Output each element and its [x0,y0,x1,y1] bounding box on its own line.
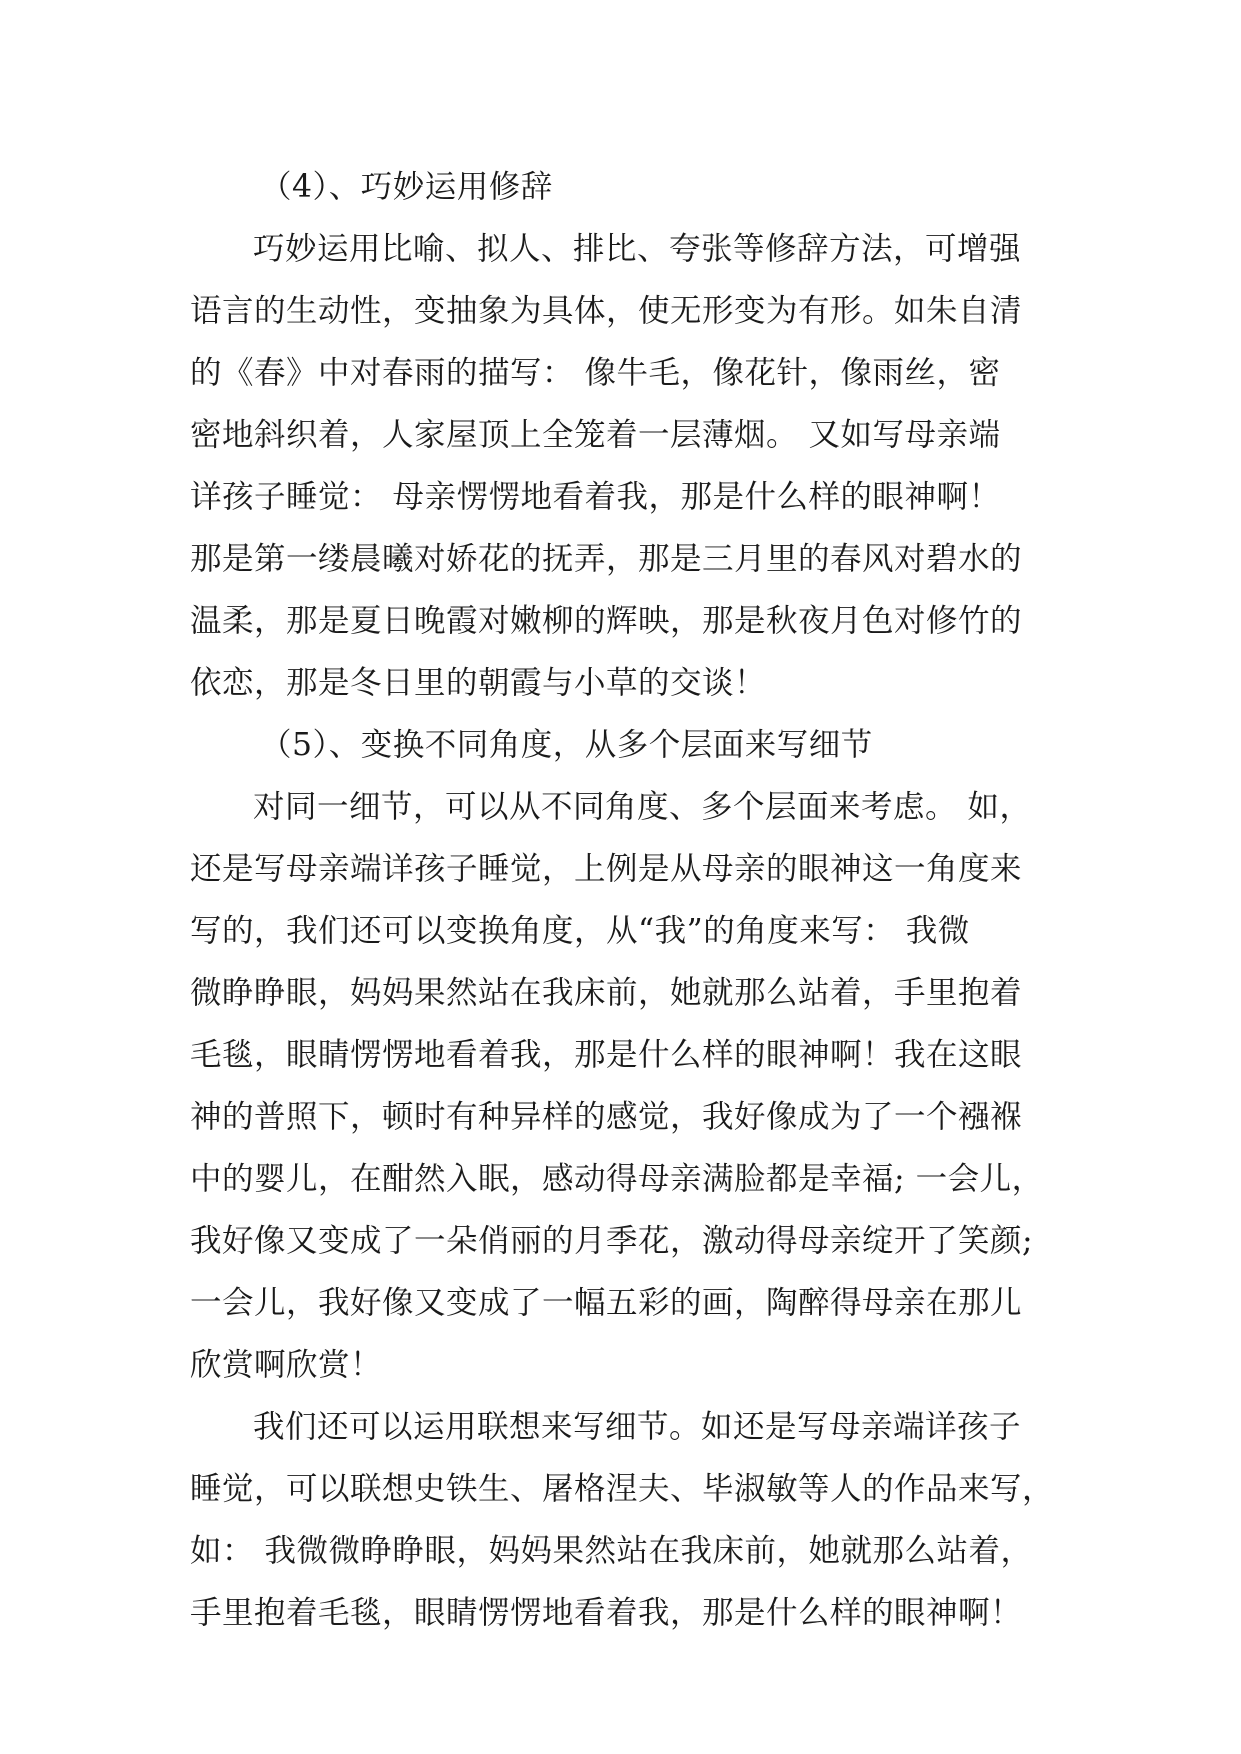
paragraph-line: 中的婴儿，在酣然入眠，感动得母亲满脸都是幸福; 一会儿， [190,1161,1044,1197]
paragraph-line: 对同一细节，可以从不同角度、多个层面来考虑。 如， [253,789,1032,825]
paragraph-line: 微睁睁眼，妈妈果然站在我床前，她就那么站着，手里抱着 [190,975,1023,1011]
paragraph-line: 温柔，那是夏日晚霞对嫩柳的辉映，那是秋夜月色对修竹的 [190,603,1023,639]
document-body [190,156,1080,1644]
paragraph-line: 睡觉，可以联想史铁生、屠格涅夫、毕淑敏等人的作品来写， [190,1471,1055,1507]
paragraph-line: 语言的生动性，变抽象为具体，使无形变为有形。如朱自清 [190,293,1023,329]
section-heading: （4）、巧妙运用修辞 [260,169,553,205]
paragraph-line: 巧妙运用比喻、拟人、排比、夸张等修辞方法，可增强 [253,231,1022,267]
paragraph-line: 依恋，那是冬日里的朝霞与小草的交谈！ [190,665,767,701]
paragraph-line: 一会儿，我好像又变成了一幅五彩的画，陶醉得母亲在那儿 [190,1285,1023,1321]
section-heading: （5）、变换不同角度，从多个层面来写细节 [260,727,873,763]
paragraph-line: 那是第一缕晨曦对娇花的抚弄，那是三月里的春风对碧水的 [190,541,1023,577]
paragraph-line: 毛毯，眼睛愣愣地看着我，那是什么样的眼神啊！我在这眼 [190,1037,1023,1073]
paragraph-line: 神的普照下，顿时有种异样的感觉，我好像成为了一个襁褓 [190,1099,1023,1135]
paragraph-line: 详孩子睡觉： 母亲愣愣地看着我，那是什么样的眼神啊！ [190,479,1001,515]
paragraph-line: 还是写母亲端详孩子睡觉，上例是从母亲的眼神这一角度来 [190,851,1023,887]
paragraph-line: 密地斜织着，人家屋顶上全笼着一层薄烟。 又如写母亲端 [190,417,1001,453]
paragraph-line: 手里抱着毛毯，眼睛愣愣地看着我，那是什么样的眼神啊！ [190,1595,1023,1631]
paragraph-line: 的《春》中对春雨的描写： 像牛毛，像花针，像雨丝，密 [190,355,1001,391]
paragraph-line: 我好像又变成了一朵俏丽的月季花，激动得母亲绽开了笑颜; [190,1223,1034,1259]
paragraph-line: 欣赏啊欣赏！ [190,1347,383,1383]
paragraph-line: 如： 我微微睁睁眼，妈妈果然站在我床前，她就那么站着， [190,1533,1033,1569]
paragraph-line: 我们还可以运用联想来写细节。如还是写母亲端详孩子 [253,1409,1022,1445]
paragraph-line: 写的，我们还可以变换角度，从“我”的角度来写： 我微 [190,913,970,949]
